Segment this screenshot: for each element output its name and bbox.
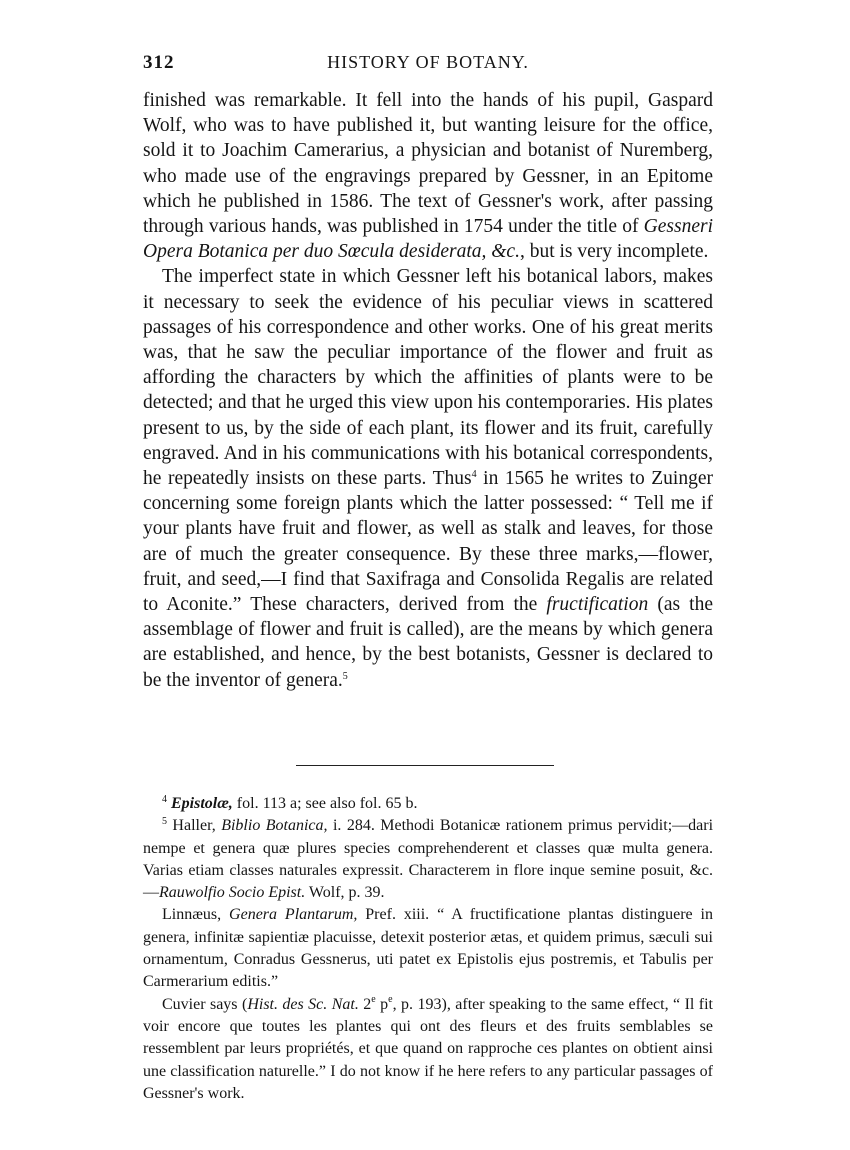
paragraph-2-text-a: The imperfect state in which Gessner left his botanical labors, makes it necessary to seek the evidence of his peculiar views in scattered passages of his correspondence and other works. One of his great merits was, that he saw the peculiar importance of the flower and fruit as affording the characters by which the affinities of plants were to be detected; and that he urged this view upon his contemporaries. His plates present to us, by the side of each plant, its flower and its fruit, carefully engraved. And in his communications with his botanical correspondents, he repeatedly insists on these parts. Thus <box>143 266 713 490</box>
page-title: HISTORY OF BOTANY. <box>327 52 529 72</box>
running-head <box>143 52 713 78</box>
page-number: 312 <box>143 52 175 73</box>
main-text <box>143 88 713 693</box>
footnote-cuvier <box>143 994 713 1105</box>
paragraph-2-text-c: (as the assemblage of flower and fruit is called), are the means by which genera are established, and hence, by the best botanists, Gessner is declared to be the inventor of genera. <box>143 594 714 691</box>
footnote-5-mark: 5 <box>162 816 167 828</box>
cuvier-text-a: Cuvier says ( <box>162 995 248 1013</box>
linnaeus-title: Genera Plantarum, <box>229 906 358 924</box>
footnote-5 <box>143 815 713 904</box>
cuvier-text-b: 2 <box>358 995 372 1013</box>
footnote-ref-5: 5 <box>342 670 348 682</box>
footnote-linnaeus <box>143 904 713 993</box>
paragraph-1 <box>143 88 713 264</box>
footnote-5-source: Rauwolfio Socio Epist. <box>159 884 306 902</box>
cuvier-sup-e2: e <box>388 993 393 1005</box>
cuvier-text-d: , p. 193), after speaking to the same effect, “ Il fit voir encore que toutes les plantes qui ont des fleurs et des fruits semblables se ressemblent par leurs propriétés, et que quand on rapproche ces plantes on obtient ainsi une classification naturelle.” I do not know if he here refers to any particular passages of Gessner's work. <box>143 995 714 1102</box>
footnote-ref-4: 4 <box>471 469 477 481</box>
footnotes <box>143 793 713 1105</box>
cuvier-text-c: p <box>375 995 389 1013</box>
footnote-5-text-a: Haller, <box>167 817 222 835</box>
fructification-italic: fructification <box>546 594 649 616</box>
cuvier-sup-e: e <box>371 993 376 1005</box>
footnote-5-title: Biblio Botanica, <box>221 817 328 835</box>
footnote-divider <box>296 765 554 766</box>
footnote-5-text-c: Wolf, p. 39. <box>305 884 385 902</box>
paragraph-1-text-a: finished was remarkable. It fell into the hands of his pupil, Gaspard Wolf, who was to have published it, but wanting leisure for the office, sold it to Joachim Camerarius, a physician and botanist of Nuremberg, who made use of the engravings prepared by Gessner, in an Epitome which he published in 1586. The text of Gessner's work, after passing through various hands, was published in 1754 under the title of <box>143 90 713 238</box>
cuvier-title: Hist. des Sc. Nat. <box>247 995 359 1013</box>
footnote-4-mark: 4 <box>162 794 167 805</box>
book-title-italic: Gessneri Opera Botanica per duo Sœcula desiderata, &c. <box>143 216 713 263</box>
paragraph-2-text-b: in 1565 he writes to Zuinger concerning some foreign plants which the latter possessed: “ Tell me if your plants have fruit and flower, as well as stalk and leaves, for those are of much the greater consequence. By these three marks,—flower, fruit, and seed,—I find that Saxifraga and Consolida Regalis are related to Aconite.” These characters, derived from the <box>143 468 713 616</box>
paragraph-1-text-b: , but is very incomplete. <box>519 241 709 263</box>
linnaeus-text-b: Pref. xiii. “ A fructificatione plantas distinguere in genera, infinitæ sapientiæ placuisse, detexit posterior ætas, et quidem primus, sæculi sui ornamentum, Conradus Gessnerus, uti patet ex Epistolis ejus postremis, et Tabulis per Carmerarium editis.” <box>143 906 713 991</box>
footnote-5-text-b: i. 284. Methodi Botanicæ rationem primus pervidit;—dari nempe et genera quæ plures species comprehenderent et classes quæ multa genera. Varias etiam classes naturales expressit. Characterem in flore inque semine posuit, &c.— <box>143 817 714 902</box>
paragraph-2 <box>143 264 713 692</box>
footnote-4-text: fol. 113 a; see also fol. 65 b. <box>232 795 418 812</box>
linnaeus-text-a: Linnæus, <box>162 906 230 924</box>
footnote-4 <box>143 793 713 815</box>
footnote-4-title: Epistolæ, <box>171 795 233 812</box>
